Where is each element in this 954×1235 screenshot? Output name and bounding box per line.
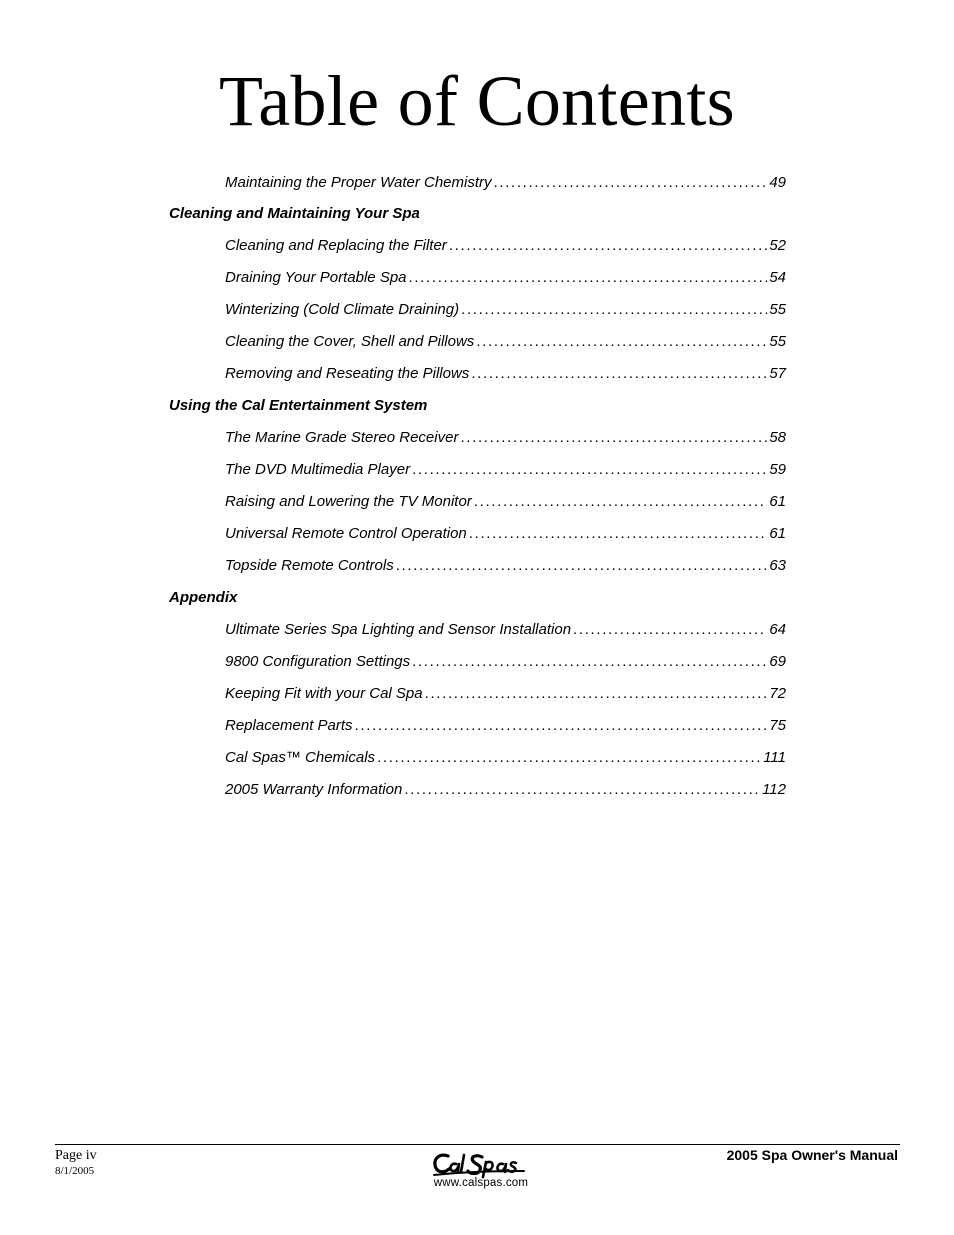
website-url: www.calspas.com (433, 1177, 529, 1189)
toc-entry-page-number: 59 (769, 461, 786, 479)
dot-leader (573, 621, 767, 638)
toc-entry-page-number: 55 (769, 301, 786, 319)
toc-entry-page-number: 63 (769, 556, 786, 574)
toc-entry-label: Cal Spas™ Chemicals (225, 748, 376, 766)
toc-entry-page-number: 75 (769, 716, 786, 734)
toc-entry-label: 9800 Configuration Settings (225, 652, 411, 670)
toc-entry-page-number: 112 (762, 780, 786, 798)
dot-leader (412, 461, 767, 478)
footer-divider (55, 1144, 900, 1145)
toc-entry-page-number: 111 (763, 748, 786, 766)
toc-entry (225, 230, 786, 262)
toc-entry (225, 549, 786, 581)
toc-entry-page-number: 58 (769, 429, 786, 447)
revision-date: 8/1/2005 (55, 1165, 95, 1177)
toc-entry-label: Draining Your Portable Spa (225, 269, 407, 287)
toc-section-heading: Cleaning and Maintaining Your Spa (169, 205, 420, 223)
toc-entry (225, 166, 786, 198)
toc-entry-page-number: 57 (769, 365, 786, 383)
toc-entry-page-number: 69 (769, 652, 786, 670)
toc-entry (225, 422, 786, 454)
toc-entry-label: Replacement Parts (225, 716, 353, 734)
toc-entry-label: Removing and Reseating the Pillows (225, 365, 470, 383)
toc-entry (225, 262, 786, 294)
dot-leader (494, 174, 768, 191)
toc-entry-page-number: 49 (769, 173, 786, 191)
toc-section-heading: Appendix (169, 588, 238, 606)
toc-entry-label: The DVD Multimedia Player (225, 461, 411, 479)
dot-leader (461, 301, 767, 318)
manual-title: 2005 Spa Owner's Manual (726, 1147, 898, 1163)
toc-entry-page-number: 61 (769, 524, 786, 542)
toc-entry (225, 294, 786, 326)
toc-entry-label: Raising and Lowering the TV Monitor (225, 493, 472, 510)
toc-entry (225, 326, 786, 358)
dot-leader (476, 333, 767, 350)
toc-entry (225, 709, 786, 741)
toc-entry-label: Maintaining the Proper Water Chemistry (225, 173, 492, 191)
toc-entry-label: The Marine Grade Stereo Receiver (225, 429, 459, 447)
toc-entry (225, 773, 786, 805)
toc-entry (225, 486, 786, 518)
toc-entry (225, 677, 786, 709)
cal-spas-logo-mark (426, 1150, 536, 1180)
toc-entry-label: Keeping Fit with your Cal Spa (225, 684, 423, 702)
toc-entry-label: Universal Remote Control Operation (225, 524, 467, 542)
toc-entry (225, 517, 786, 549)
toc-entry-label: Ultimate Series Spa Lighting and Sensor Installation (225, 620, 572, 638)
toc-entry (225, 613, 786, 645)
toc-entry (225, 358, 786, 390)
toc-entry-page-number: 72 (769, 684, 786, 702)
toc-entry-label: 2005 Warranty Information (225, 780, 403, 798)
toc-entry-page-number: 54 (769, 269, 786, 287)
cal-spas-logo (426, 1150, 536, 1192)
dot-leader (355, 717, 768, 734)
toc-entry (225, 454, 786, 486)
toc-entry-label: Topside Remote Controls (225, 556, 394, 574)
toc-entry-page-number: 64 (769, 620, 786, 638)
dot-leader (409, 269, 768, 286)
toc-entry-label: Cleaning and Replacing the Filter (225, 237, 447, 255)
toc-entry-page-number: 61 (769, 493, 786, 510)
dot-leader (474, 493, 768, 510)
dot-leader (471, 365, 767, 382)
page-title: Table of Contents (219, 61, 735, 141)
dot-leader (469, 525, 768, 542)
page-number: Page iv (55, 1148, 97, 1163)
toc-entry (225, 741, 786, 773)
dot-leader (404, 781, 760, 798)
toc-entry-page-number: 55 (769, 333, 786, 351)
toc-entry (225, 645, 786, 677)
toc-section-heading: Using the Cal Entertainment System (169, 397, 428, 415)
dot-leader (460, 429, 767, 446)
toc-entry-page-number: 52 (769, 237, 786, 255)
toc-entry-label: Winterizing (Cold Climate Draining) (225, 301, 460, 319)
dot-leader (449, 237, 768, 254)
dot-leader (425, 685, 768, 702)
dot-leader (396, 557, 768, 574)
toc-entry-label: Cleaning the Cover, Shell and Pillows (225, 333, 475, 351)
dot-leader (377, 749, 761, 766)
dot-leader (412, 653, 767, 670)
